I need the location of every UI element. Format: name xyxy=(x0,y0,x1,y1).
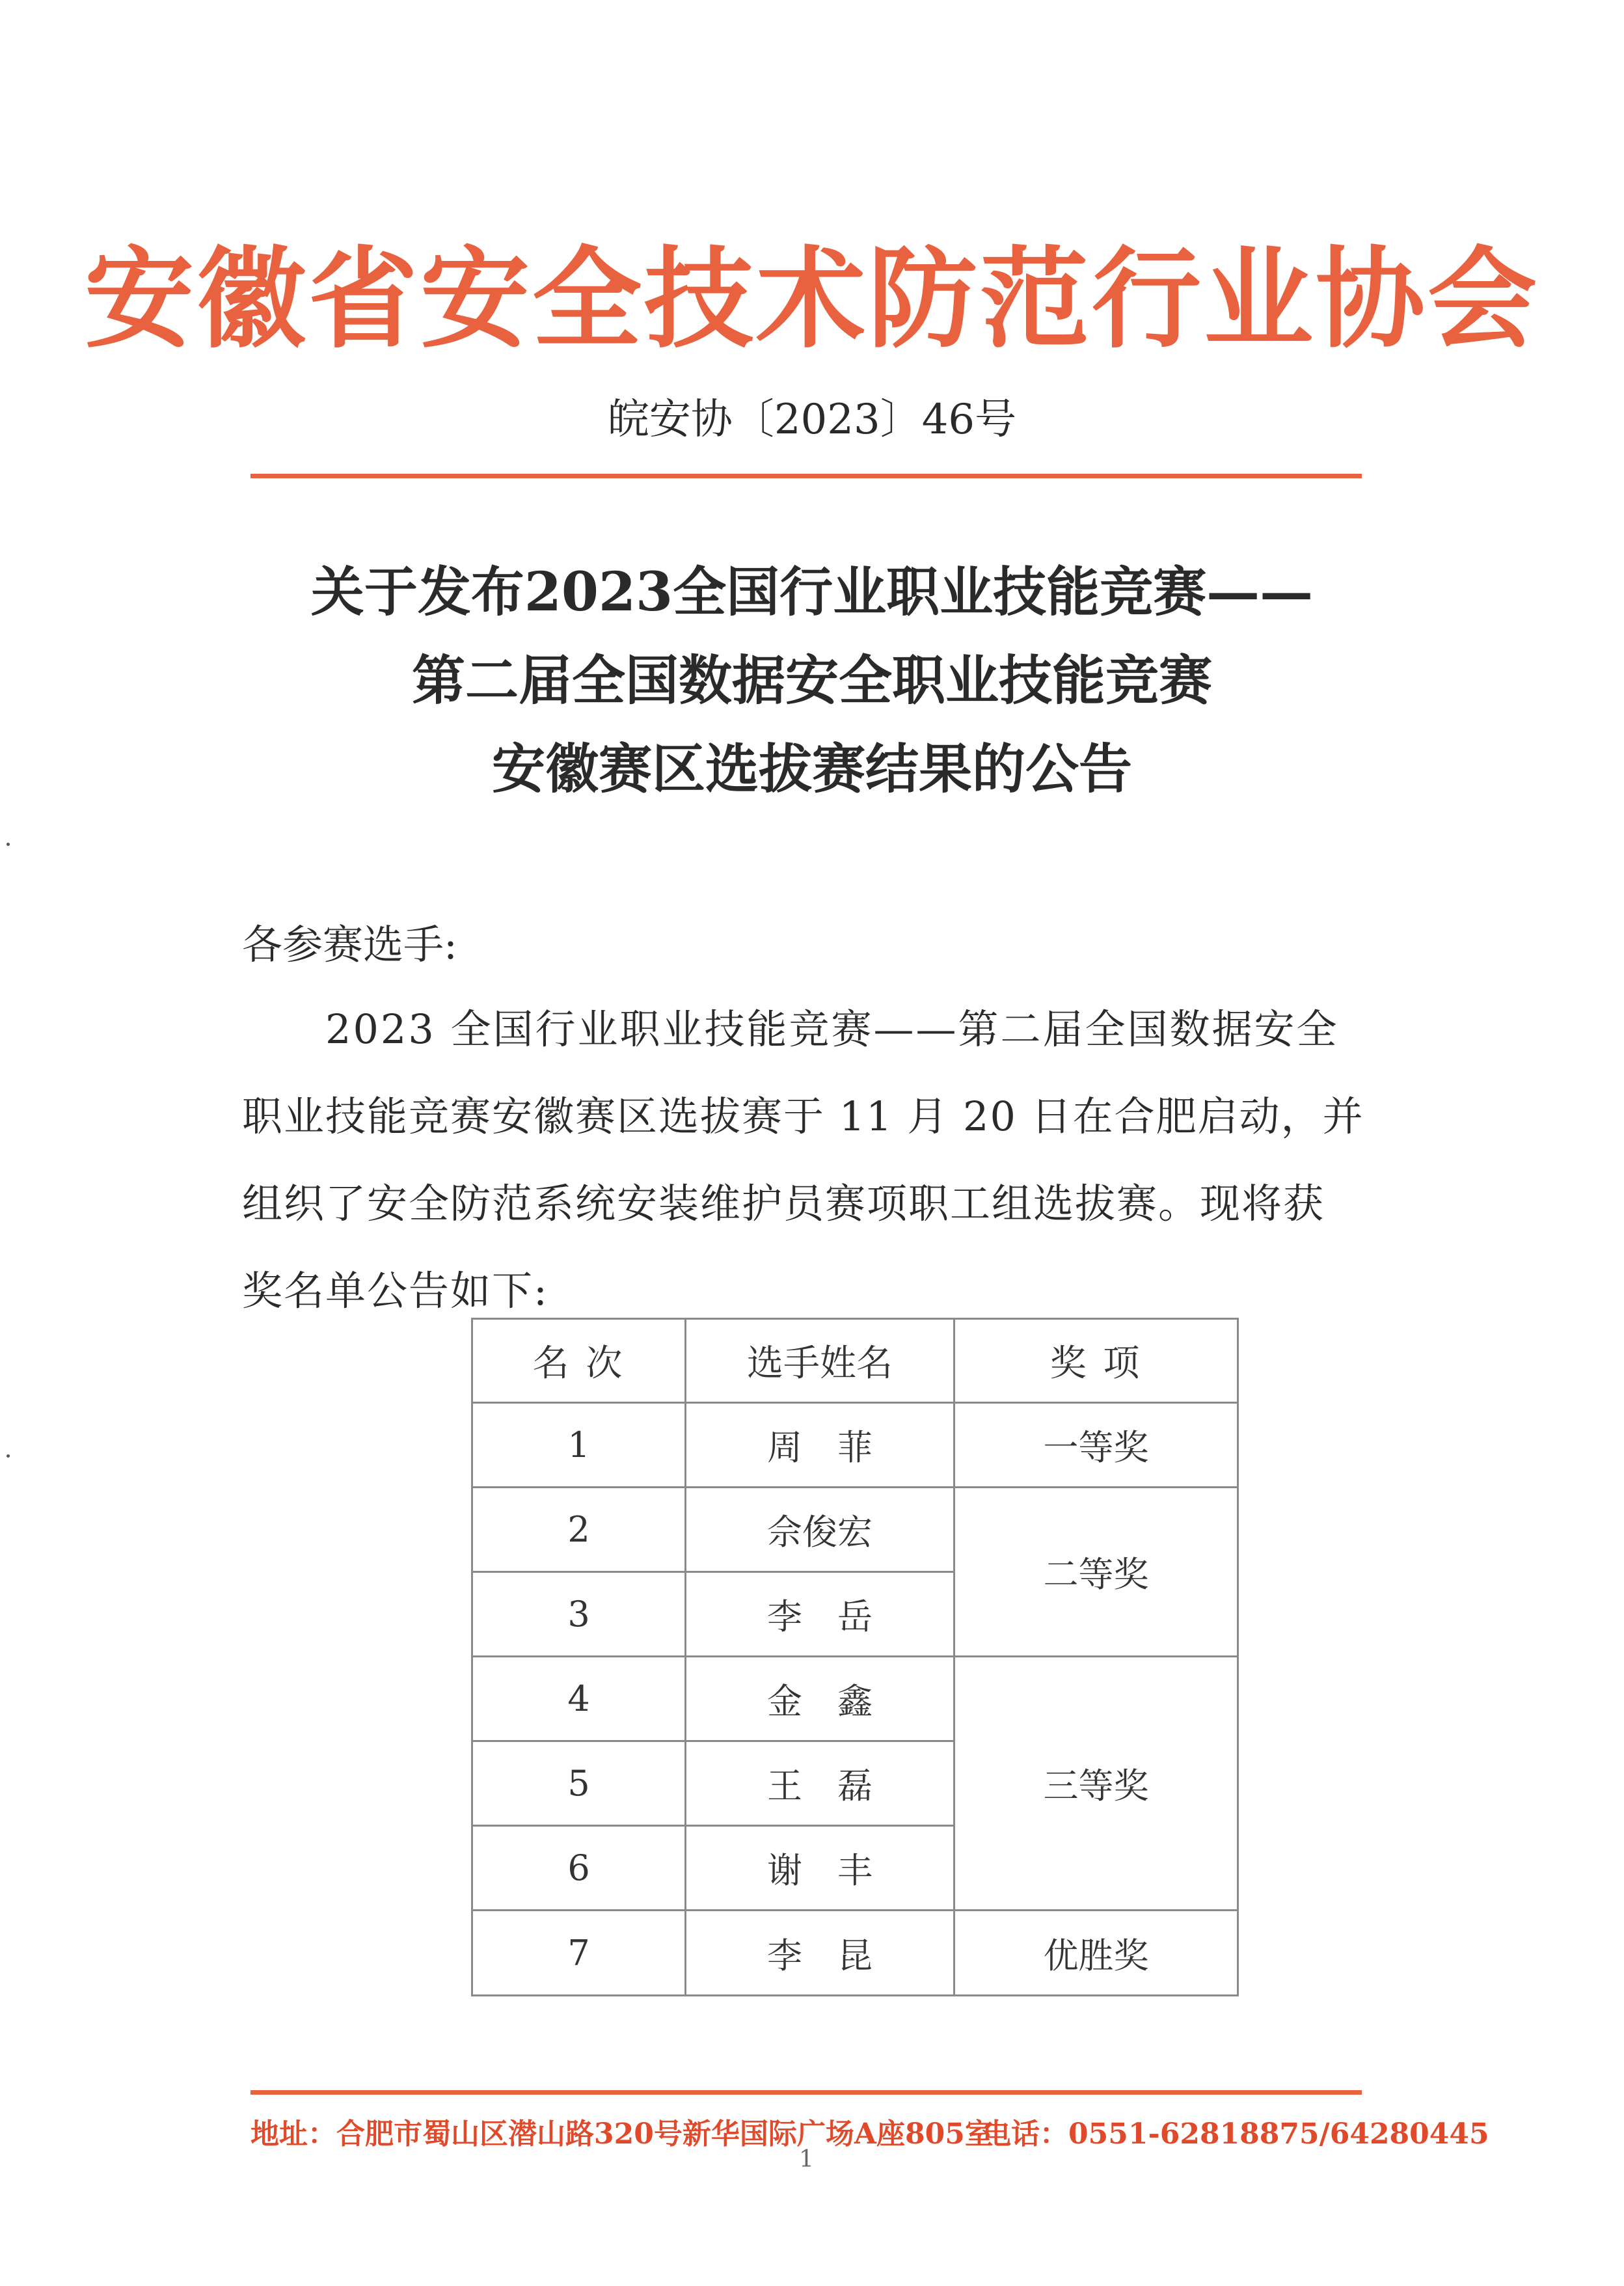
page-number: 1 xyxy=(799,2146,814,2173)
rank-cell: 3 xyxy=(567,1594,590,1635)
announcement-title-line-1: 关于发布2023全国行业职业技能竞赛—— xyxy=(310,561,1314,623)
body-paragraph-line-4: 奖名单公告如下: xyxy=(242,1267,548,1314)
salutation: 各参赛选手: xyxy=(242,921,457,968)
document-number: 皖安协〔2023〕46号 xyxy=(607,396,1017,444)
award-cell-second-prize: 二等奖 xyxy=(1043,1554,1149,1595)
rank-cell: 5 xyxy=(567,1763,590,1804)
header-divider xyxy=(250,474,1362,478)
player-name-cell: 佘俊宏 xyxy=(767,1512,873,1553)
rank-cell: 4 xyxy=(567,1678,590,1719)
footer-phone: 电话：0551-62818875/64280445 xyxy=(982,2117,1489,2151)
player-name-cell: 李 岳 xyxy=(767,1596,873,1637)
body-paragraph-line-2: 职业技能竞赛安徽赛区选拔赛于 11 月 20 日在合肥启动，并 xyxy=(242,1093,1364,1140)
announcement-title-line-2: 第二届全国数据安全职业技能竞赛 xyxy=(411,649,1212,712)
rank-cell: 7 xyxy=(567,1932,590,1974)
award-cell-first-prize: 一等奖 xyxy=(1043,1427,1149,1468)
rank-cell: 2 xyxy=(567,1509,590,1550)
rank-cell: 6 xyxy=(567,1847,590,1888)
body-paragraph-line-1: 2023 全国行业职业技能竞赛——第二届全国数据安全 xyxy=(325,1005,1339,1053)
awards-table xyxy=(471,1318,1239,1996)
header-award: 奖 项 xyxy=(1049,1342,1143,1385)
margin-speck xyxy=(7,843,10,846)
body-paragraph-line-3: 组织了安全防范系统安装维护员赛项职工组选拔赛。现将获 xyxy=(242,1180,1325,1227)
rank-cell: 1 xyxy=(567,1424,590,1465)
header-rank: 名 次 xyxy=(532,1342,625,1385)
margin-speck xyxy=(7,1454,10,1458)
footer-address: 地址：合肥市蜀山区潜山路320号新华国际广场A座805室 xyxy=(250,2117,994,2151)
announcement-title-line-3: 安徽赛区选拔赛结果的公告 xyxy=(491,738,1132,800)
player-name-cell: 周 菲 xyxy=(767,1427,873,1468)
player-name-cell: 金 鑫 xyxy=(767,1681,873,1722)
player-name-cell: 王 磊 xyxy=(767,1765,873,1806)
organization-name: 安徽省安全技术防范行业协会 xyxy=(85,236,1539,363)
footer-divider xyxy=(250,2090,1362,2095)
award-cell-third-prize: 三等奖 xyxy=(1043,1765,1149,1806)
player-name-cell: 李 昆 xyxy=(767,1935,873,1976)
header-name: 选手姓名 xyxy=(747,1342,893,1385)
player-name-cell: 谢 丰 xyxy=(767,1850,873,1891)
award-cell-merit-prize: 优胜奖 xyxy=(1043,1935,1149,1976)
